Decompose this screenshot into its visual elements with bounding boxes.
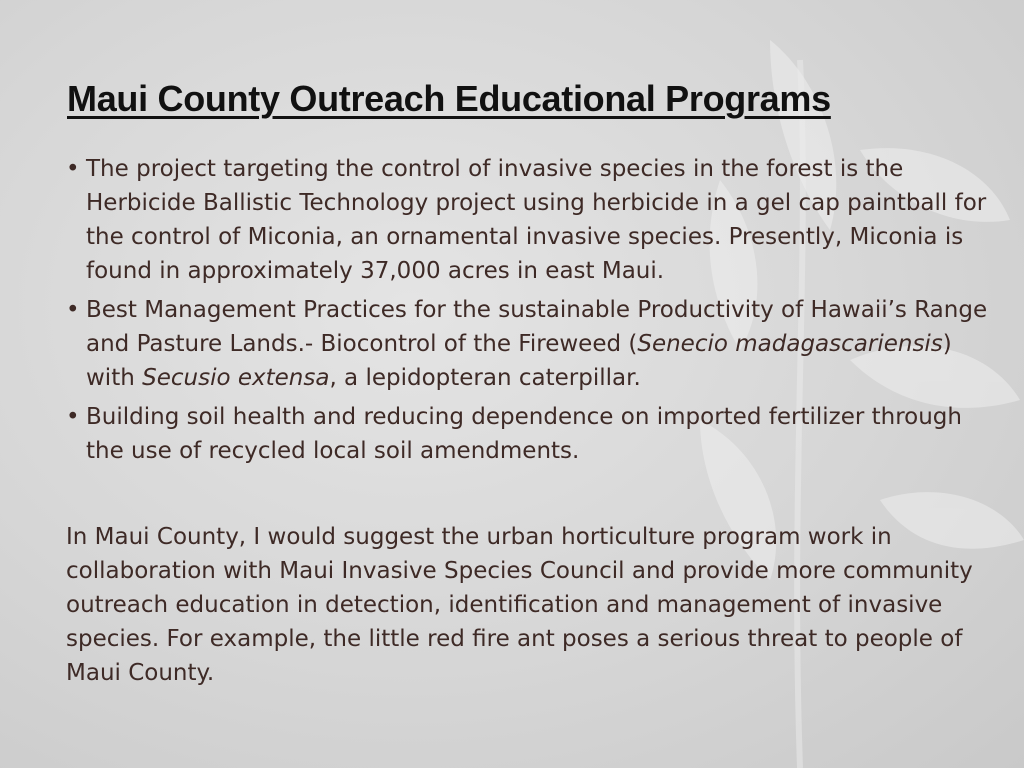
bullet-dot-icon: •: [66, 297, 80, 323]
bullet-text: The project targeting the control of invasive species in the forest is the Herbicide Ballistic Technology project using herbicide in a gel cap paintball for the control of Miconia, an ornamental invasive species. Presently, Miconia is found in approximately 37,000 acres in east Maui.: [86, 156, 987, 284]
bullet-dot-icon: •: [66, 404, 80, 430]
species-name-italic: Secusio extensa: [142, 365, 330, 391]
bullet-dot-icon: •: [66, 156, 80, 182]
bullet-list: [66, 152, 991, 473]
bullet-text-part: Best Management Practices for the sustainable Productivity of Hawaii’s Range and Pasture Lands.- Biocontrol of the Fireweed (: [86, 297, 988, 357]
bullet-text: [86, 297, 987, 391]
bullet-text: Building soil health and reducing dependence on imported fertilizer through the use of recycled local soil amendments.: [86, 404, 962, 464]
bullet-item: [66, 293, 991, 395]
bullet-item: [66, 152, 991, 288]
species-name-italic: Senecio madagascariensis: [637, 331, 943, 357]
summary-paragraph: In Maui County, I would suggest the urban horticulture program work in collaboration with Maui Invasive Species Council and provide more community outreach education in detection, identification and management of invasive species. For example, the little red fire ant poses a serious threat to people of Maui County.: [66, 524, 973, 686]
bullet-text-part: ) with: [86, 331, 952, 391]
bullet-item: [66, 400, 991, 468]
slide-title: Maui County Outreach Educational Programs: [67, 78, 831, 119]
bullet-text-part: , a lepidopteran caterpillar.: [329, 365, 641, 391]
